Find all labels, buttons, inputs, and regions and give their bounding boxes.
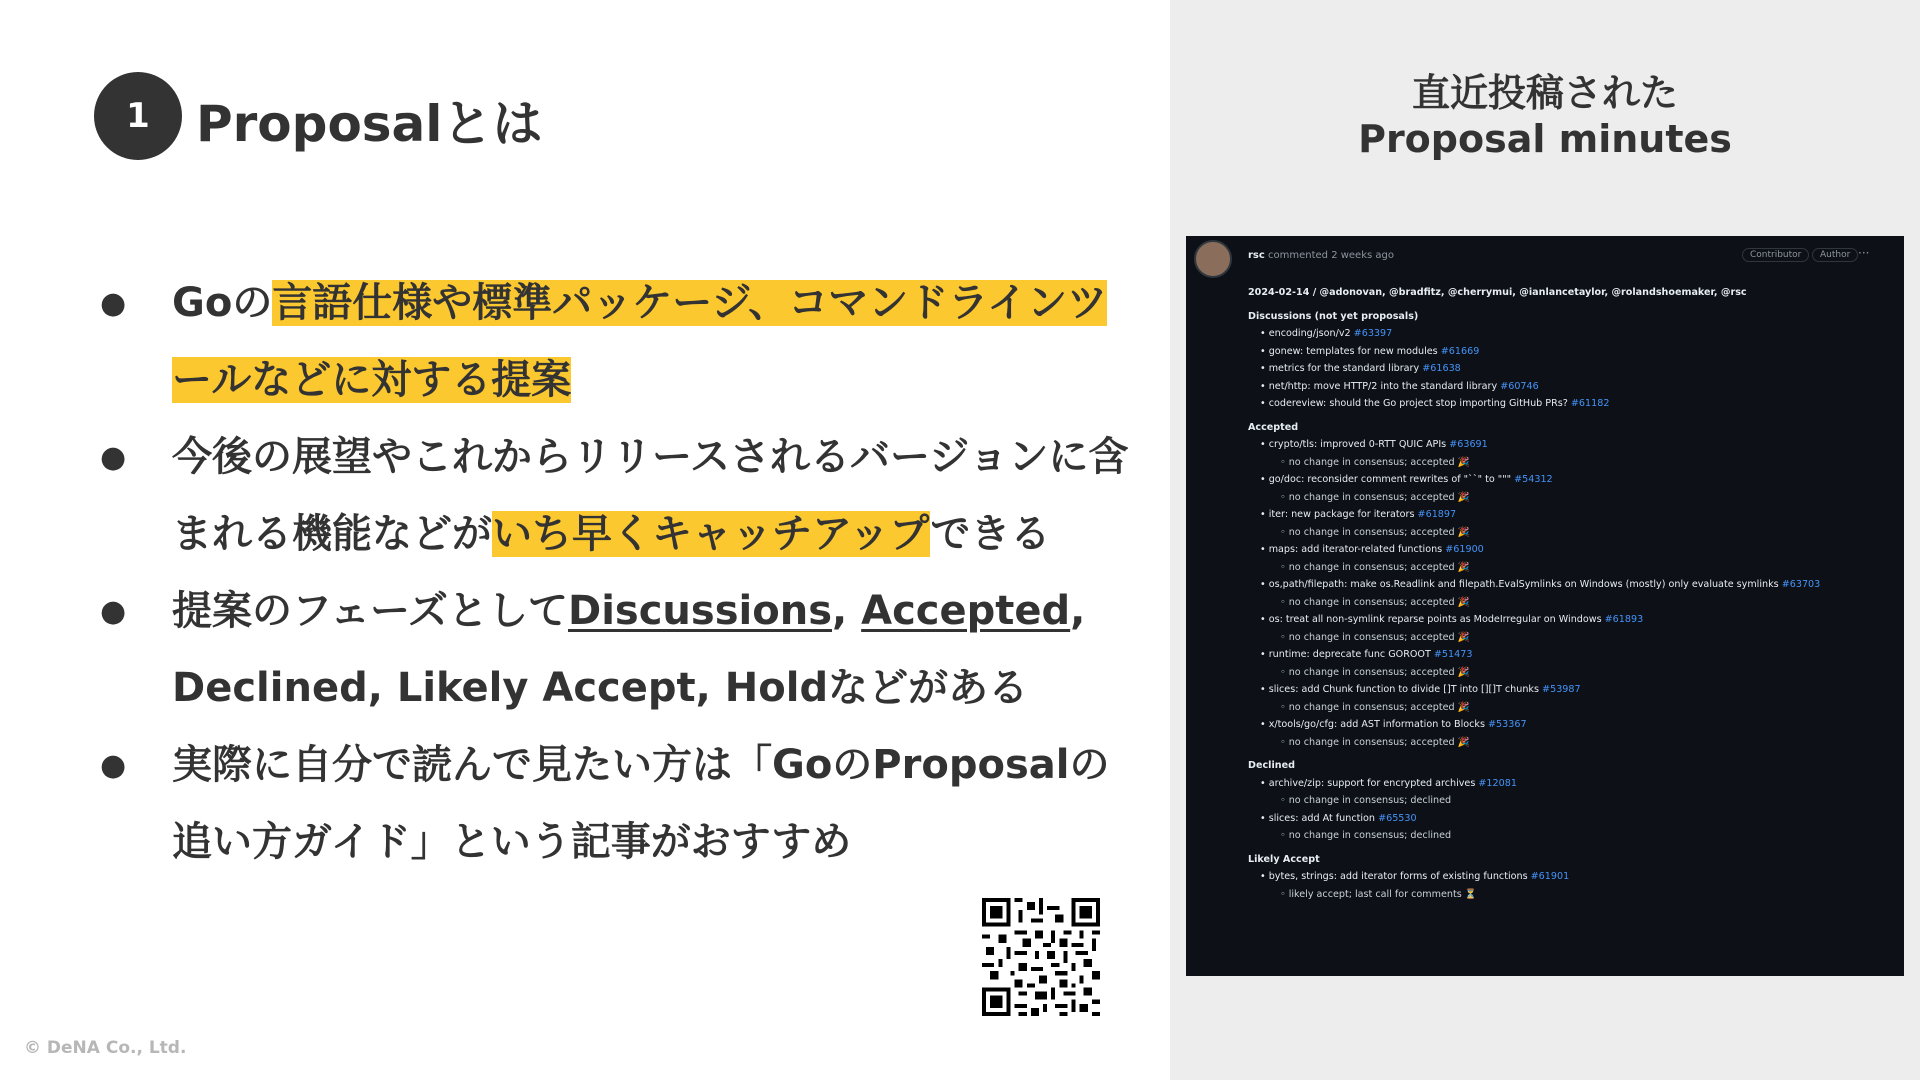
proposal-status: ◦ no change in consensus; declined (1280, 830, 1452, 841)
proposal-list-item (1248, 541, 1888, 559)
proposal-status: ◦ no change in consensus; accepted 🎉 (1280, 491, 1470, 503)
qr-code-icon[interactable] (982, 898, 1100, 1016)
proposal-list-item (1248, 681, 1888, 699)
more-options-icon[interactable]: ··· (1858, 246, 1870, 260)
bullet-text: , (832, 588, 862, 634)
bullet-item (100, 419, 1130, 573)
proposal-status: ◦ no change in consensus; accepted 🎉 (1280, 456, 1470, 468)
proposal-title: • gonew: templates for new modules (1260, 345, 1441, 357)
proposal-status: ◦ no change in consensus; accepted 🎉 (1280, 526, 1470, 538)
panel-title-line: 直近投稿された (1411, 71, 1678, 115)
proposal-title: • runtime: deprecate func GOROOT (1260, 649, 1434, 660)
issue-link[interactable]: #61182 (1570, 398, 1610, 409)
issue-link[interactable]: #53987 (1542, 684, 1581, 695)
comment-author[interactable]: rsc (1248, 250, 1265, 261)
bullet-dot-icon: ● (100, 286, 127, 321)
comment-section-title: Declined (1248, 760, 1295, 771)
proposal-title: • codereview: should the Go project stop importing GitHub PRs? (1260, 398, 1571, 409)
proposal-status: ◦ no change in consensus; accepted 🎉 (1280, 736, 1470, 748)
issue-link[interactable]: #63691 (1449, 439, 1488, 450)
copyright-footer: © DeNA Co., Ltd. (24, 1038, 187, 1058)
proposal-list-item (1248, 343, 1888, 361)
issue-link[interactable]: #63397 (1353, 328, 1393, 339)
issue-link[interactable]: #60746 (1500, 380, 1539, 392)
bullet-item (100, 265, 1130, 419)
bullet-text: 提案のフェーズとして (172, 588, 568, 634)
highlighted-text: いち早くキャッチアップ (492, 511, 931, 557)
proposal-list-item (1248, 611, 1888, 629)
issue-link[interactable]: #54312 (1514, 474, 1553, 485)
bullet-dot-icon: ● (100, 748, 127, 783)
proposal-title: • bytes, strings: add iterator forms of existing functions (1260, 871, 1531, 882)
proposal-status: ◦ no change in consensus; accepted 🎉 (1280, 701, 1470, 713)
proposal-list-item (1248, 810, 1888, 828)
proposal-status: ◦ likely accept; last call for comments ⏳ (1280, 888, 1477, 900)
proposal-title: • go/doc: reconsider comment rewrites of "``" to """ (1260, 474, 1515, 485)
issue-link[interactable]: #61897 (1417, 509, 1457, 520)
proposal-title: • os: treat all non-symlink reparse points as ModeIrregular on Windows (1260, 614, 1605, 625)
proposal-status: ◦ no change in consensus; accepted 🎉 (1280, 666, 1470, 678)
proposal-title: • net/http: move HTTP/2 into the standard library (1260, 380, 1501, 392)
comment-section-title: Likely Accept (1248, 853, 1320, 865)
author-badge: Author (1812, 248, 1858, 262)
proposal-title: • encoding/json/v2 (1260, 328, 1354, 339)
proposal-title: • slices: add Chunk function to divide []T into [][]T chunks (1260, 684, 1543, 695)
proposal-status: ◦ no change in consensus; accepted 🎉 (1280, 631, 1470, 643)
proposal-list-item (1248, 576, 1888, 594)
proposal-list-item (1248, 775, 1888, 793)
issue-link[interactable]: #61893 (1604, 614, 1644, 625)
proposal-title: • slices: add At function (1260, 812, 1379, 824)
issue-link[interactable]: #12081 (1478, 777, 1517, 789)
comment-meta: commented 2 weeks ago (1268, 250, 1394, 261)
proposal-title: • metrics for the standard library (1260, 363, 1423, 374)
proposal-title: • crypto/tls: improved 0-RTT QUIC APIs (1260, 439, 1450, 450)
panel-title-line: Proposal minutes (1358, 117, 1732, 161)
bullet-list (100, 265, 1130, 881)
proposal-list-item (1248, 436, 1888, 454)
bullet-text: できる (930, 511, 1051, 557)
bullet-dot-icon: ● (100, 440, 127, 475)
underlined-term-discussions: Discussions (568, 588, 833, 634)
issue-link[interactable]: #61638 (1422, 363, 1461, 374)
section-number-badge: 1 (94, 72, 182, 160)
bullet-text: , Declined, Likely Accept, Holdなどがある (172, 588, 1086, 711)
proposal-status: ◦ no change in consensus; accepted 🎉 (1280, 561, 1470, 573)
bullet-item (100, 727, 1130, 881)
proposal-list-item (1248, 325, 1888, 343)
proposal-list-item (1248, 506, 1888, 524)
issue-link[interactable]: #61901 (1530, 871, 1570, 882)
bullet-text: 実際に自分で読んで見たい方は「GoのProposalの追い方ガイド」という記事がおすすめ (172, 742, 1110, 865)
comment-section-title: Discussions (not yet proposals) (1248, 310, 1419, 322)
github-comment-screenshot (1186, 236, 1904, 976)
issue-link[interactable]: #63703 (1781, 579, 1821, 590)
proposal-list-item (1248, 360, 1888, 378)
issue-link[interactable]: #51473 (1433, 649, 1473, 660)
issue-link[interactable]: #65530 (1378, 812, 1417, 824)
contributor-badge: Contributor (1742, 248, 1809, 262)
proposal-list-item (1248, 471, 1888, 489)
comment-body (1248, 284, 1888, 903)
proposal-status: ◦ no change in consensus; declined (1280, 795, 1452, 806)
bullet-dot-icon: ● (100, 594, 127, 629)
slide-right-panel (1170, 0, 1920, 1080)
issue-link[interactable]: #61900 (1445, 544, 1484, 555)
proposal-list-item (1248, 716, 1888, 734)
underlined-term-accepted: Accepted (861, 588, 1071, 634)
proposal-status: ◦ no change in consensus; accepted 🎉 (1280, 596, 1470, 608)
proposal-title: • archive/zip: support for encrypted archives (1260, 777, 1479, 789)
bullet-item (100, 573, 1130, 727)
proposal-list-item (1248, 868, 1888, 886)
issue-link[interactable]: #53367 (1488, 719, 1527, 730)
bullet-text: Goの (172, 280, 273, 326)
comment-sections (1248, 308, 1888, 904)
slide-title: Proposalとは (196, 95, 543, 153)
proposal-list-item (1248, 646, 1888, 664)
proposal-title: • maps: add iterator-related functions (1260, 544, 1446, 555)
proposal-list-item (1248, 378, 1888, 396)
proposal-title: • os,path/filepath: make os.Readlink and filepath.EvalSymlinks on Windows (mostly) only evaluate symlinks (1260, 579, 1782, 590)
date-line: 2024-02-14 / @adonovan, @bradfitz, @cherrymui, @ianlancetaylor, @rolandshoemaker, @rsc (1248, 287, 1747, 298)
avatar (1194, 240, 1232, 278)
issue-link[interactable]: #61669 (1440, 345, 1480, 357)
proposal-title: • iter: new package for iterators (1260, 509, 1418, 520)
panel-title (1170, 70, 1920, 162)
proposal-list-item (1248, 395, 1888, 413)
bullet-text: 今後の展望やこれからリリースされるバージョンに含まれる機能などが (172, 434, 1129, 557)
comment-header (1248, 250, 1394, 261)
proposal-title: • x/tools/go/cfg: add AST information to Blocks (1260, 719, 1488, 730)
highlighted-text: 言語仕様や標準パッケージ、コマンドラインツールなどに対する提案 (172, 280, 1108, 403)
comment-section-title: Accepted (1248, 421, 1299, 433)
